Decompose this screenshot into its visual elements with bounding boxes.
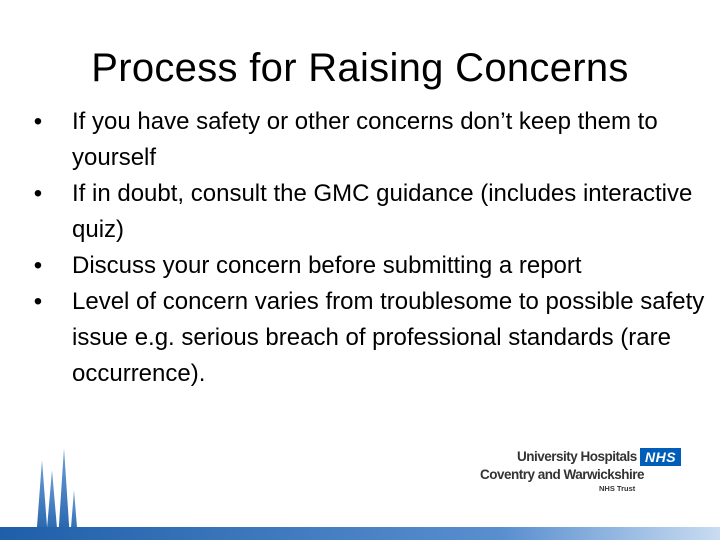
bullet-item <box>28 248 708 284</box>
slide-title: Process for Raising Concerns <box>91 46 629 90</box>
bullet-symbol: • <box>33 288 43 315</box>
bullet-list <box>28 104 708 392</box>
bullet-text: If you have safety or other concerns don’t keep them to yourself <box>72 108 658 171</box>
bullet-symbol: • <box>33 180 43 207</box>
bullet-item <box>28 284 708 392</box>
footer-stripe <box>0 527 720 540</box>
logo-trust-label: NHS Trust <box>599 484 636 493</box>
bullet-text: Level of concern varies from troublesome to possible safety issue e.g. serious breach of professional standards (rare occurrence). <box>72 288 705 387</box>
nhs-badge: NHS <box>640 448 681 466</box>
spire-shape <box>58 448 70 540</box>
bullet-item <box>28 176 708 248</box>
logo-line-1: University Hospitals <box>517 449 637 464</box>
bullet-item <box>28 104 708 176</box>
bullet-symbol: • <box>33 108 43 135</box>
logo-line-2: Coventry and Warwickshire <box>480 467 645 482</box>
bullet-symbol: • <box>33 252 43 279</box>
uhcw-logo <box>480 447 712 497</box>
bullet-text: Discuss your concern before submitting a report <box>72 252 582 279</box>
bullet-text: If in doubt, consult the GMC guidance (includes interactive quiz) <box>72 180 693 243</box>
